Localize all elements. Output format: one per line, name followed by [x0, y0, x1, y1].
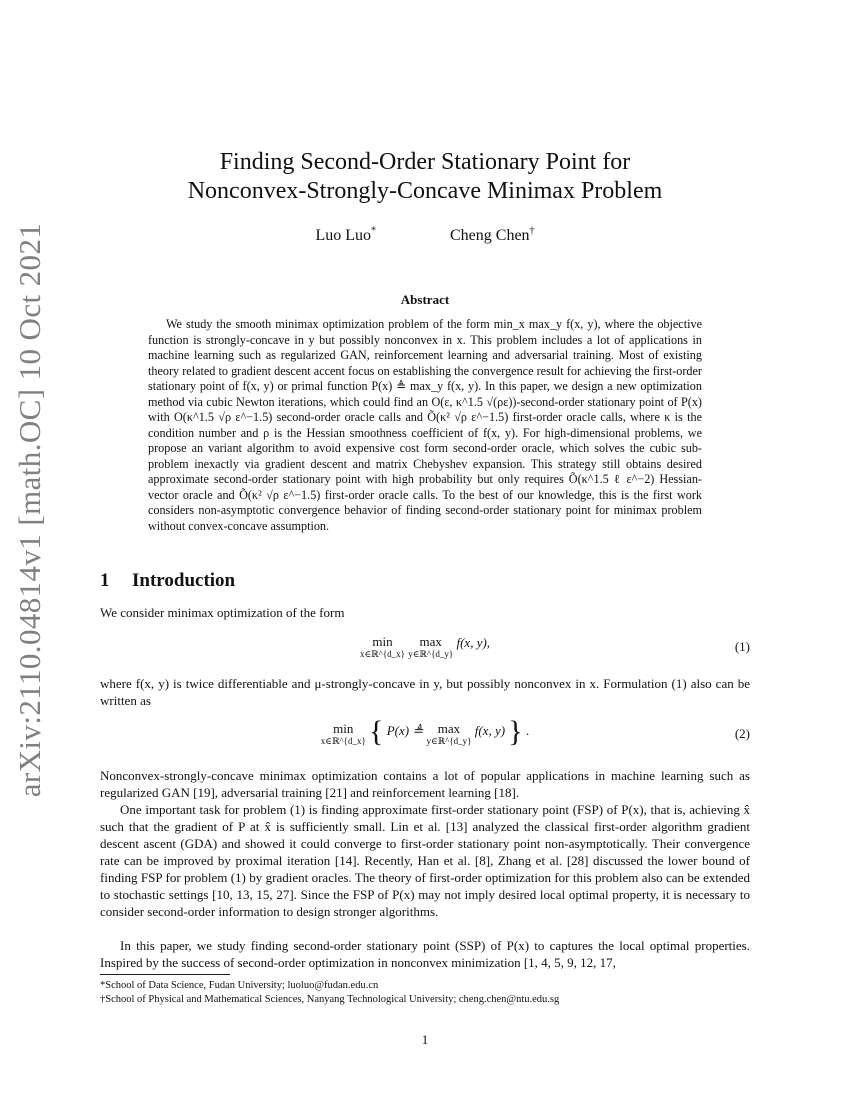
- section-heading: [100, 570, 235, 592]
- arxiv-identifier: arXiv:2110.04814v1 [math.OC] 10 Oct 2021: [12, 222, 47, 798]
- author-1: [315, 227, 376, 244]
- arxiv-identifier-sidebar: [4, 222, 56, 798]
- eq1-min-operator: min x∈ℝ^{d_x}: [359, 634, 405, 659]
- author-2-name: Cheng Chen: [450, 227, 530, 245]
- eq2-min-operator: min x∈ℝ^{d_x}: [320, 721, 366, 746]
- section-number: 1: [100, 570, 110, 591]
- paper-title: [100, 148, 750, 206]
- eq1-label: (1): [734, 639, 750, 654]
- title-line-2: Nonconvex-Strongly-Concave Minimax Problem: [187, 178, 663, 204]
- eq2-expression: f(x, y): [474, 722, 506, 738]
- paragraph-1: Nonconvex-strongly-concave minimax optimization contains a lot of popular applications in machine learning such as regularized GAN [19], adversarial training [21] and reinforcement learning [18].: [100, 768, 750, 800]
- equation-2: min x∈ℝ^{d_x} { P(x) ≜ max y∈ℝ^{d_y} f(x, y) } . (2): [320, 715, 750, 748]
- paragraph-3: In this paper, we study finding second-order stationary point (SSP) of P(x) to captures the local optimal properties. Inspired by the success of second-order optimization in nonconvex minimization [1, 4, 5, 9, 12, 17,: [100, 938, 750, 970]
- eq2-lhs: P(x) ≜: [386, 722, 424, 738]
- abstract-heading: Abstract: [400, 292, 450, 307]
- author-1-mark: *: [371, 226, 376, 237]
- eq2-max-operator: max y∈ℝ^{d_y}: [426, 721, 472, 746]
- intro-lead: We consider minimax optimization of the form: [100, 605, 345, 620]
- eq1-expression: f(x, y),: [456, 635, 491, 650]
- footnote-2: †School of Physical and Mathematical Sciences, Nanyang Technological University; cheng.chen@ntu.edu.sg: [100, 994, 560, 1005]
- abstract-text: We study the smooth minimax optimization problem of the form min_x max_y f(x, y), where the objective function is strongly-concave in y but possibly nonconvex in x. This problem includes a lot of applications in machine learning such as regularized GAN, reinforcement learning and adversarial training. Most of existing theory related to gradient descent accent focus on establishing the convergence result for achieving the first-order stationary point of f(x, y) or primal function P(x) ≜ max_y f(x, y). In this paper, we design a new optimization method via cubic Newton iterations, which could find an O(ε, κ^1.5 √(ρε))-second-order stationary point of P(x) with O(κ^1.5 √ρ ε^−1.5) second-order oracle calls and Õ(κ² √ρ ε^−1.5) first-order oracle calls, where κ is the condition number and ρ is the Hessian smoothness coefficient of f(x, y). For high-dimensional problems, we propose an variant algorithm to avoid expensive cost form second-order oracle, which solves the cubic sub-problem inexactly via gradient descent and matrix Chebyshev expansion. This strategy still obtains desired approximate second-order stationary point with high probability but only requires Õ(κ^1.5 ℓ ε^−2) Hessian-vector oracle and Õ(κ² √ρ ε^−1.5) first-order oracle calls. To the best of our knowledge, this is the first work considers non-asymptotic convergence behavior of finding second-order stationary point for minimax problem without convex-concave assumption.: [148, 317, 702, 533]
- section-title: Introduction: [132, 570, 236, 591]
- footnote-1: *School of Data Science, Fudan University; luoluo@fudan.edu.cn: [100, 980, 379, 991]
- author-2: [450, 227, 535, 244]
- equation-1: [100, 635, 750, 671]
- paragraph-after-eq1: where f(x, y) is twice differentiable and μ-strongly-concave in y, but possibly nonconvex in x. Formulation (1) also can be written as: [100, 676, 750, 708]
- page-number: 1: [421, 1032, 429, 1047]
- eq2-label: (2): [734, 726, 750, 741]
- footnote-rule: [100, 974, 230, 975]
- title-line-1: Finding Second-Order Stationary Point for: [219, 149, 631, 175]
- author-list: [100, 226, 750, 245]
- eq1-max-operator: max y∈ℝ^{d_y}: [408, 634, 454, 659]
- author-2-mark: †: [529, 226, 535, 237]
- paragraph-2: One important task for problem (1) is finding approximate first-order stationary point (FSP) of P(x), that is, achieving x̂ such that the gradient of P at x̂ is sufficiently small. Lin et al. [13] analyzed the classical first-order algorithm gradient descent ascent (GDA) and showed it could converge to first-order stationary point non-asymptotically. Their convergence rate can be improved by proximal iteration [14]. Recently, Han et al. [8], Zhang et al. [28] discussed the lower bound of finding FSP for problem (1) by gradient oracles. The theory of first-order optimization for this problem also can be extended to stochastic settings [10, 13, 15, 27]. Since the FSP of P(x) may not imply desired local optimal property, it is necessary to consider second-order information to design stronger algorithms.: [100, 802, 750, 919]
- author-1-name: Luo Luo: [315, 227, 371, 245]
